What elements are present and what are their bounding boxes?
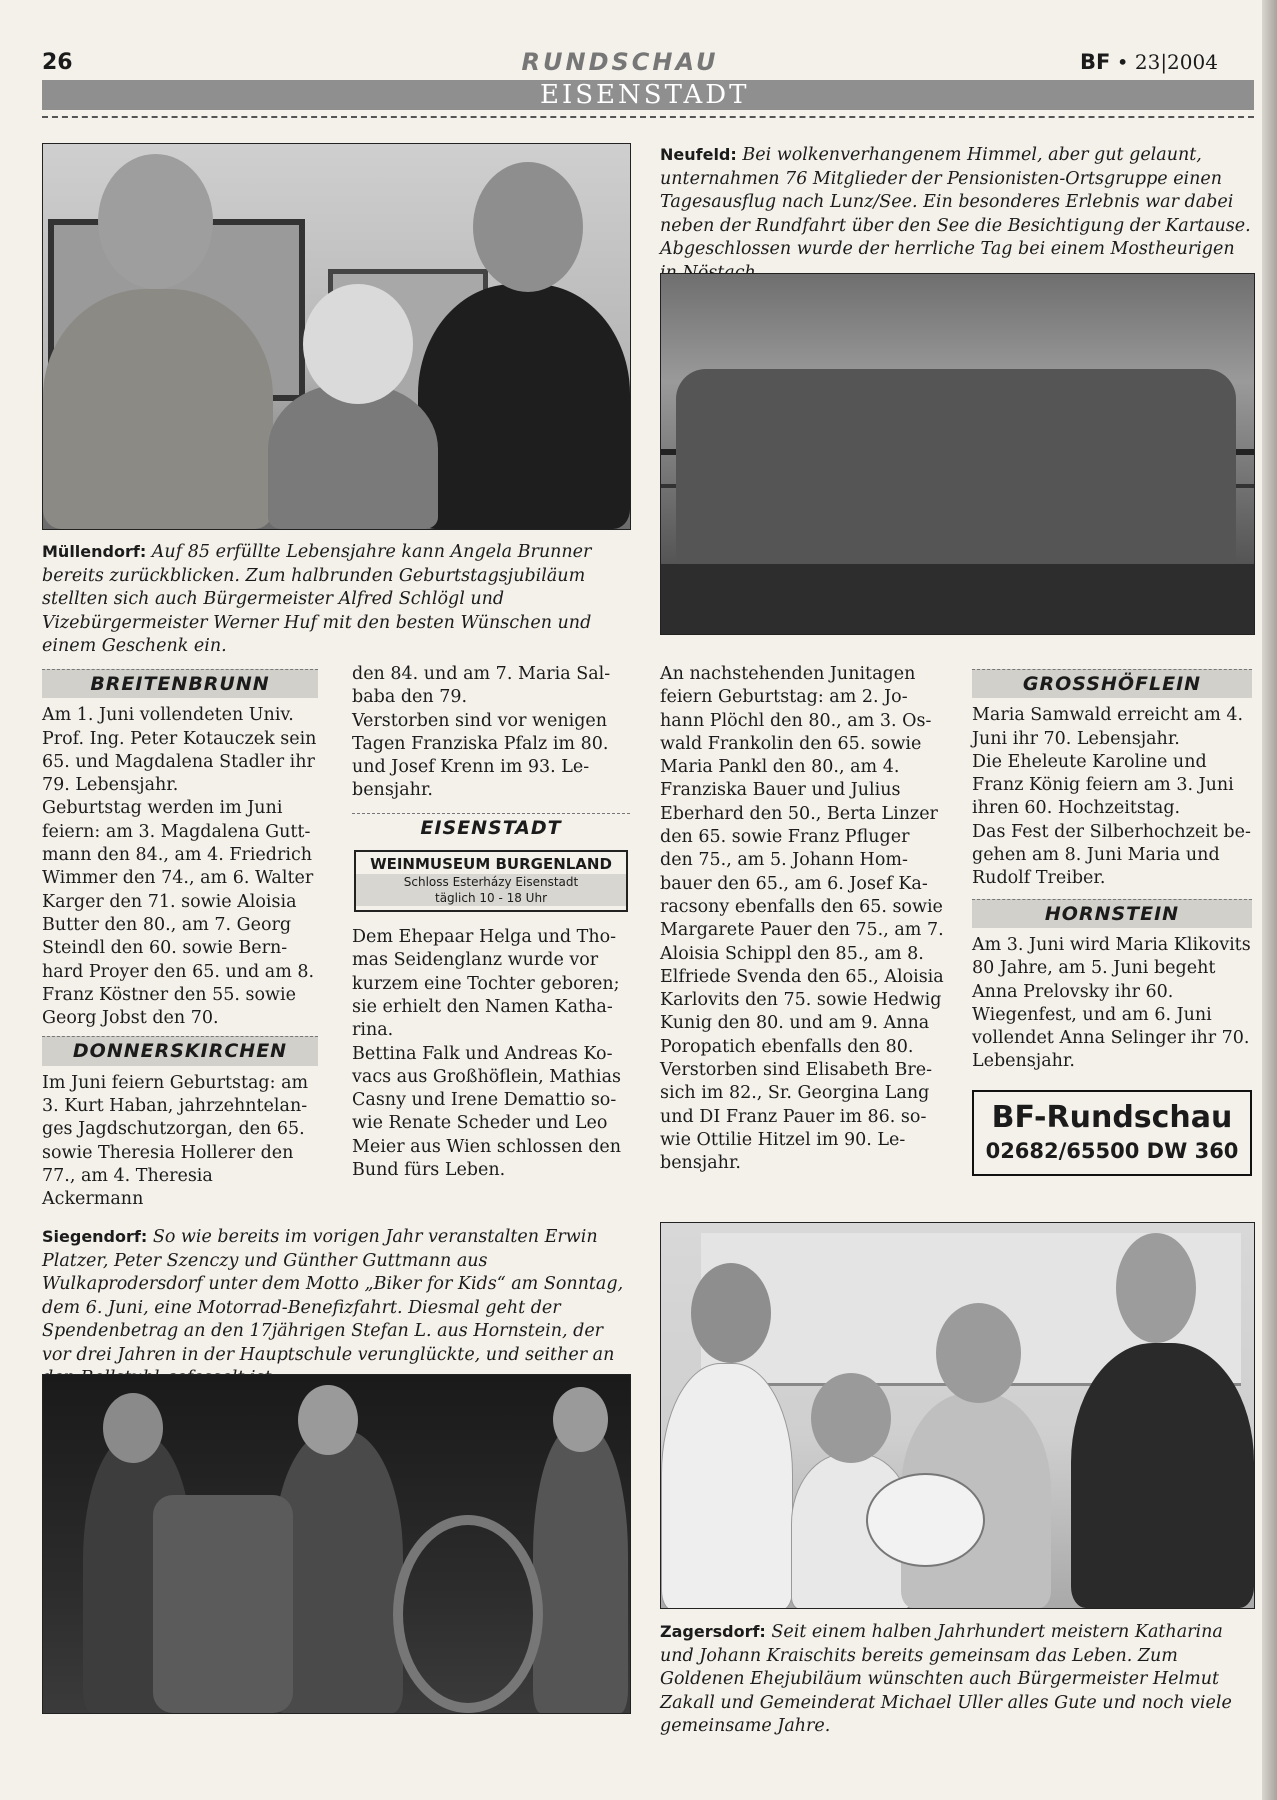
column-1: [42, 665, 318, 1212]
bf-ad-phone: 02682/65500 DW 360: [985, 1138, 1239, 1163]
breitenbrunn-p1: Am 1. Juni vollendeten Univ. Prof. Ing. Peter Kotauczek sein 65. und Magdalena Stadler ihr 79. Lebensjahr.: [42, 705, 317, 796]
muellendorf-photo: [42, 143, 631, 530]
neufeld-place: Neufeld:: [660, 145, 737, 164]
donnerskirchen-heading: DONNERSKIRCHEN: [42, 1036, 318, 1065]
muellendorf-place: Müllendorf:: [42, 542, 147, 561]
siegendorf-place: Siegendorf:: [42, 1227, 148, 1246]
bf-ad-title: BF-Rundschau: [991, 1099, 1233, 1135]
col2-p2: Verstorben sind vor wenigen Tagen Franziska Pfalz im 80. und Josef Krenn im 93. Lebensjahr.: [352, 710, 609, 801]
page-number: 26: [42, 50, 73, 75]
siegendorf-photo: [42, 1374, 631, 1714]
eisenstadt-heading: EISENSTADT: [352, 813, 630, 842]
weinmuseum-title: WEINMUSEUM BURGENLAND: [370, 855, 612, 874]
scan-edge: [1262, 0, 1277, 1800]
grosshoeflein-p1: Maria Samwald erreicht am 4. Juni ihr 70. Lebensjahr.: [972, 705, 1244, 749]
neufeld-photo: [660, 273, 1255, 635]
col3-p1: An nachstehenden Junitagen feiern Geburtstag: am 2. Johann Plöchl den 80., am 3. Oswald Frankolin den 65. sowie Maria Pankl den 80., am 4. Franziska Bauer und Julius Eberhard den 50., Berta Linzer den 65. sowie Franz Pfluger den 75., am 5. Johann Hombauer den 65., am 6. Josef Karacsony ebenfalls den 65. sowie Margarete Pauer den 75., am 7. Aloisia Schippl den 85., am 8. Elfriede Svenda den 65., Aloisia Karlovits den 75. sowie Hedwig Kunig den 80. und am 9. Anna Poropatich ebenfalls den 80.: [660, 664, 944, 1057]
header-divider: [42, 116, 1254, 118]
hornstein-p1: Am 3. Juni wird Maria Klikovits 80 Jahre, am 5. Juni begeht Anna Prelovsky ihr 60. Wiegenfest, und am 6. Juni vollendet Anna Selinger ihr 70. Lebensjahr.: [972, 934, 1251, 1072]
weinmuseum-line1: Schloss Esterházy Eisenstadt: [356, 874, 626, 890]
column-4: [972, 665, 1252, 1176]
zagersdorf-caption: [660, 1620, 1255, 1739]
siegendorf-text: So wie bereits im vorigen Jahr veranstalten Erwin Platzer, Peter Szenczy und Günther Guttmann aus Wulkaprodersdorf unter dem Motto „Biker for Kids“ am Sonntag, dem 6. Juni, eine Motorrad-Benefizfahrt. Diesmal geht der Spendenbetrag an den 17jährigen Stefan L. aus Hornstein, der vor drei Jahren in der Hauptschule verunglückte, und seither an: [42, 1227, 624, 1365]
column-2: [352, 663, 630, 1182]
grosshoeflein-p2: Die Eheleute Karoline und Franz König feiern am 3. Juni ihren 60. Hochzeitstag.: [972, 751, 1234, 819]
magazine-name: RUNDSCHAU: [521, 48, 719, 76]
col3-p2: Verstorben sind Elisabeth Bresich im 82., Sr. Georgina Lang und DI Franz Pauer im 86. sowie Ottilie Hitzel im 90. Lebensjahr.: [660, 1060, 932, 1174]
grosshoeflein-heading: GROSSHÖFLEIN: [972, 669, 1252, 698]
issue-info: [1080, 50, 1218, 74]
neufeld-text: Bei wolkenverhangenem Himmel, aber gut gelaunt, unternahmen 76 Mitglieder der Pensionisten-Ortsgruppe einen Tagesausflug nach Lunz/See. Ein besonderes Erlebnis war dabei neben der Rundfahrt über den See die Besichtigung der Kartause. Abgeschlossen wurde der herrliche Tag bei einem Mostheurigen: [660, 145, 1251, 259]
muellendorf-text: Auf 85 erfüllte Lebensjahre kann Angela Brunner bereits zurückblicken. Zum halbrunden Geburtstagsjubiläum stellten sich auch Bürgermeister Alfred Schlögl und Vizebürgermeister Werner Huf mit den besten Wünschen und einem Geschenk ein.: [42, 542, 592, 656]
hornstein-heading: HORNSTEIN: [972, 899, 1252, 928]
brand-logo: BF: [1080, 50, 1111, 74]
zagersdorf-photo: [660, 1222, 1255, 1609]
eisenstadt-p1: Dem Ehepaar Helga und Thomas Seidenglanz wurde vor kurzem eine Tochter geboren; sie erhielt den Namen Katharina.: [352, 927, 620, 1041]
zagersdorf-place: Zagersdorf:: [660, 1622, 766, 1641]
zagersdorf-text: Seit einem halben Jahrhundert meistern Katharina und Johann Kraischits bereits gemeinsam das Leben. Zum Goldenen Ehejubiläum wünschten auch Bürgermeister Helmut Zakall und Gemeinderat Michael Uller alles Gute und noch viele gemeinsame Jahre.: [660, 1622, 1232, 1736]
eisenstadt-p2: Bettina Falk und Andreas Kovacs aus Großhöflein, Mathias Casny und Irene Demattio sowie Renate Scheder und Leo Meier aus Wien schlossen den Bund fürs Leben.: [352, 1043, 622, 1181]
region-title: EISENSTADT: [540, 80, 750, 110]
column-3: [660, 663, 945, 1176]
issue-number: • 23|2004: [1116, 50, 1218, 74]
breitenbrunn-heading: BREITENBRUNN: [42, 669, 318, 698]
grosshoeflein-p3: Das Fest der Silberhochzeit begehen am 8. Juni Maria und Rudolf Treiber.: [972, 821, 1251, 889]
weinmuseum-ad: [354, 850, 628, 912]
muellendorf-caption: [42, 540, 632, 659]
bf-rundschau-ad: [972, 1090, 1252, 1176]
weinmuseum-line2: täglich 10 - 18 Uhr: [356, 890, 626, 906]
breitenbrunn-p2: Geburtstag werden im Juni feiern: am 3. Magdalena Guttmann den 84., am 4. Friedrich Wimmer den 74., am 6. Walter Karger den 71. sowie Aloisia Butter den 80., am 7. Georg Steindl den 60. sowie Bernhard Proyer den 65. und am 8. Franz Köstner den 55. sowie Georg Jobst den 70.: [42, 798, 315, 1029]
siegendorf-caption: [42, 1225, 637, 1391]
neufeld-caption: [660, 143, 1255, 285]
col2-p1: den 84. und am 7. Maria Salbaba den 79.: [352, 664, 611, 708]
donnerskirchen-p1: Im Juni feiern Geburtstag: am 3. Kurt Haban, jahrzehntelanges Jagdschutzorgan, den 65. sowie Theresia Hollerer den 77., am 4. Theresia Ackermann: [42, 1072, 309, 1210]
